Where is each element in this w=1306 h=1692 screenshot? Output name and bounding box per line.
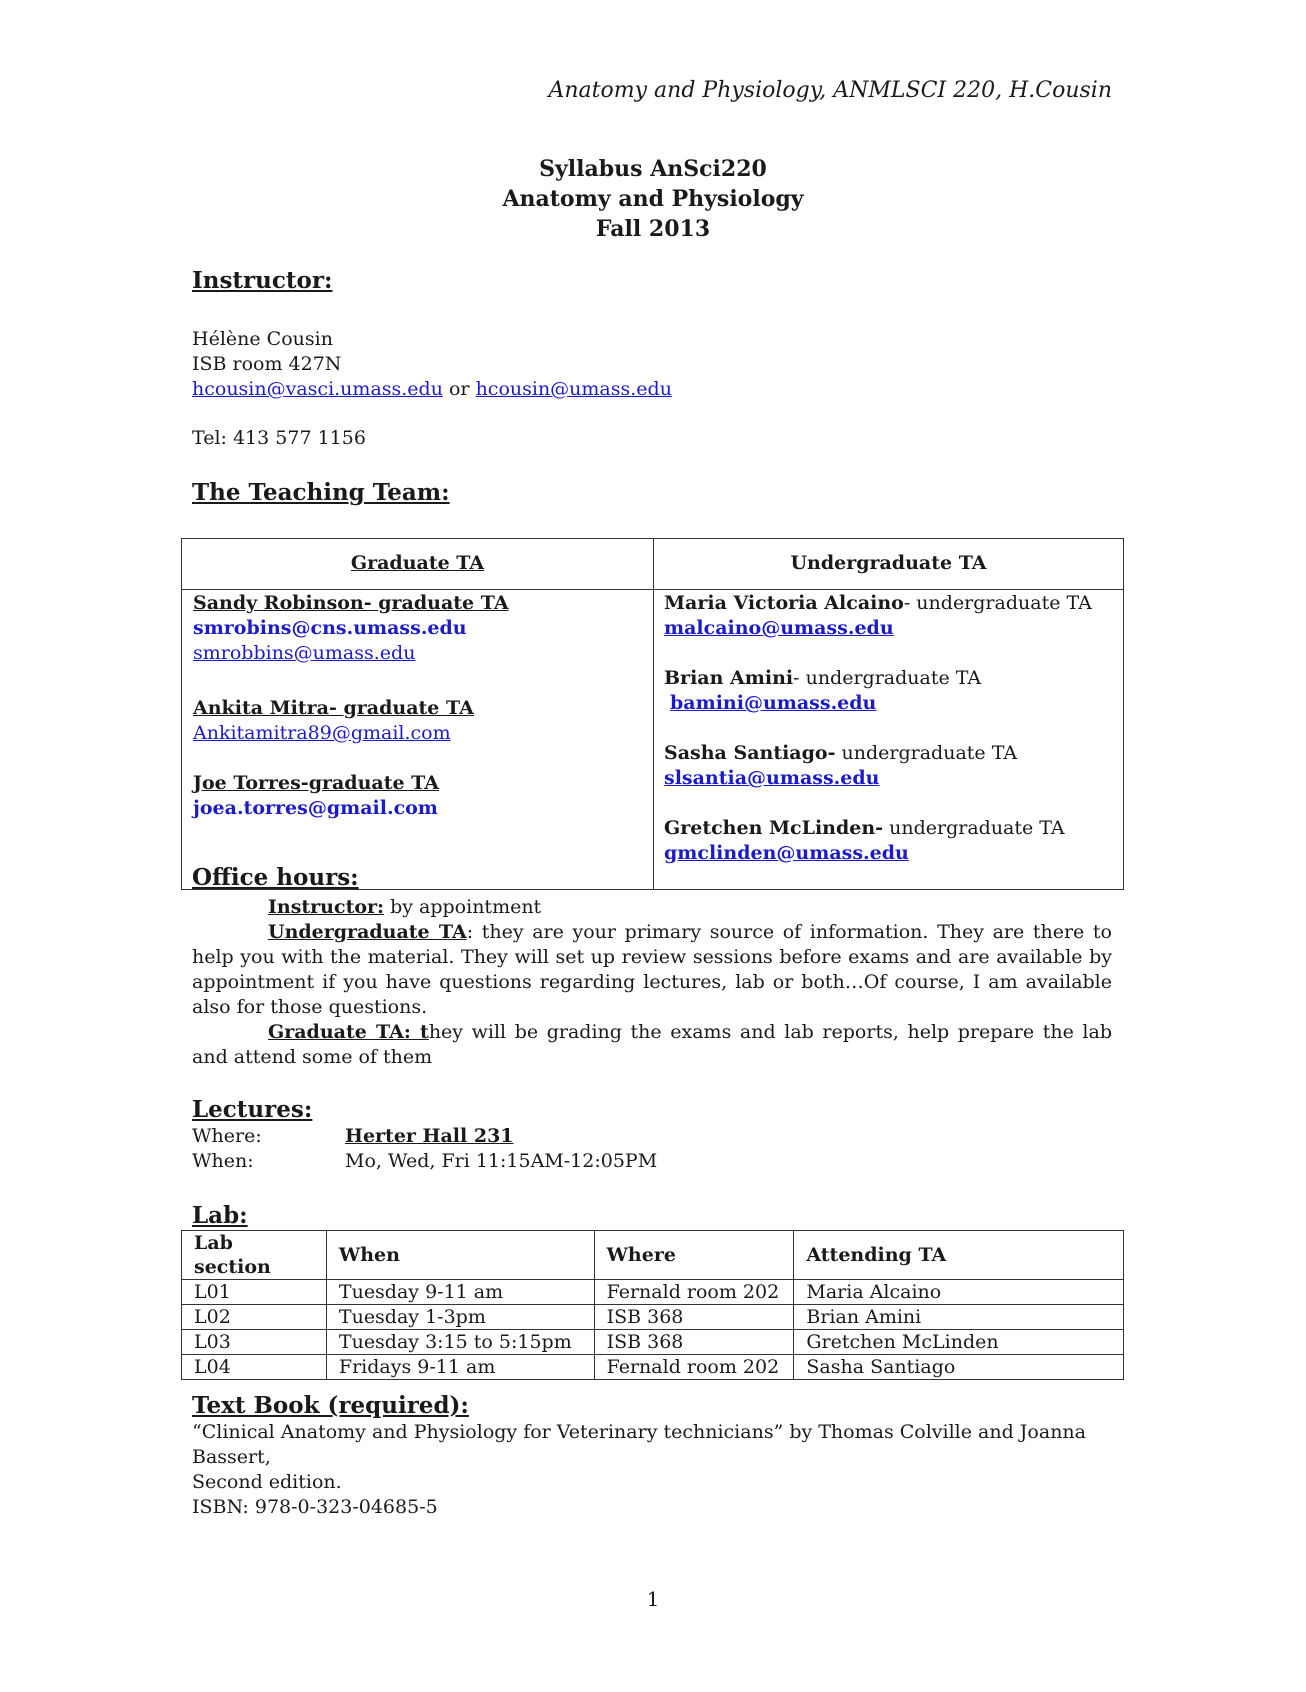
office-hours-body [192, 895, 1112, 1070]
lab-section-cell: L02 [182, 1305, 327, 1330]
lab-section-cell: L04 [182, 1355, 327, 1380]
undergraduate-ta-column [664, 591, 1114, 866]
undergrad-ta-entry: Sasha Santiago- undergraduate TA [664, 742, 1018, 764]
instructor-email-link-2[interactable]: hcousin@umass.edu [475, 378, 672, 400]
table-row [182, 1305, 1124, 1330]
document-title [0, 154, 1306, 244]
textbook-citation: “Clinical Anatomy and Physiology for Veterinary technicians” by Thomas Colville and Joanna Bassert, [192, 1421, 1086, 1468]
textbook-edition: Second edition. [192, 1471, 342, 1493]
lab-column-header: Attending TA [794, 1231, 1124, 1280]
lectures-heading: Lectures: [192, 1096, 313, 1123]
undergrad-ta-email-link[interactable]: malcaino@umass.edu [664, 617, 894, 639]
office-hours-undergrad: Undergraduate TA: they are your primary source of information. They are there to help you with the material. They will set up review sessions before exams and are available by appointment if you have questions regarding lectures, lab or both…Of course, I am available also for those questions. [192, 921, 1112, 1018]
table-row [182, 1355, 1124, 1380]
graduate-ta-column [193, 591, 643, 821]
office-hours-grad: Graduate TA: they will be grading the exams and lab reports, help prepare the lab and attend some of them [192, 1021, 1112, 1068]
instructor-name: Hélène Cousin [192, 328, 333, 350]
lab-ta-cell: Sasha Santiago [794, 1355, 1124, 1380]
teaching-team-table [181, 538, 1124, 890]
lab-where-cell: Fernald room 202 [594, 1280, 794, 1305]
grad-ta-email-link[interactable]: Ankitamitra89@gmail.com [193, 722, 451, 744]
undergraduate-ta-header: Undergraduate TA [790, 552, 987, 574]
instructor-email-link-1[interactable]: hcousin@vasci.umass.edu [192, 378, 443, 400]
lab-where-cell: ISB 368 [594, 1305, 794, 1330]
lectures-where-label: Where: [192, 1125, 262, 1147]
lectures-when-value: Mo, Wed, Fri 11:15AM-12:05PM [345, 1150, 658, 1172]
lab-when-cell: Fridays 9-11 am [326, 1355, 594, 1380]
undergrad-ta-entry: Brian Amini- undergraduate TA [664, 667, 982, 689]
undergrad-ta-email-link[interactable]: slsantia@umass.edu [664, 767, 880, 789]
lab-when-cell: Tuesday 1-3pm [326, 1305, 594, 1330]
grad-ta-name: Joe Torres-graduate TA [193, 772, 440, 794]
table-divider-horizontal [182, 589, 1123, 590]
instructor-emails [192, 377, 672, 402]
lab-column-header: Where [594, 1231, 794, 1280]
lab-when-cell: Tuesday 9-11 am [326, 1280, 594, 1305]
instructor-block [192, 327, 672, 402]
office-hours-heading: Office hours: [192, 864, 359, 891]
instructor-tel: Tel: 413 577 1156 [192, 427, 366, 449]
undergrad-ta-entry: Gretchen McLinden- undergraduate TA [664, 817, 1065, 839]
instructor-room: ISB room 427N [192, 353, 342, 375]
instructor-heading: Instructor: [192, 267, 333, 294]
lab-where-cell: ISB 368 [594, 1330, 794, 1355]
lab-column-header: Lab section [182, 1231, 327, 1280]
title-line-2: Anatomy and Physiology [502, 186, 804, 212]
lab-section-cell: L03 [182, 1330, 327, 1355]
lab-section-cell: L01 [182, 1280, 327, 1305]
lab-table [181, 1230, 1124, 1380]
undergrad-ta-entry: Maria Victoria Alcaino- undergraduate TA [664, 592, 1092, 614]
table-divider-vertical [653, 539, 654, 889]
textbook-isbn: ISBN: 978-0-323-04685-5 [192, 1496, 438, 1518]
textbook-heading: Text Book (required): [192, 1392, 469, 1419]
teaching-team-heading: The Teaching Team: [192, 479, 450, 506]
lab-where-cell: Fernald room 202 [594, 1355, 794, 1380]
email-separator: or [442, 378, 476, 400]
lectures-where-value: Herter Hall 231 [345, 1125, 514, 1147]
grad-ta-email-link[interactable]: smrobins@cns.umass.edu [193, 617, 467, 639]
page-number: 1 [646, 1587, 660, 1611]
graduate-ta-header: Graduate TA [350, 552, 485, 574]
grad-ta-email-link[interactable]: joea.torres@gmail.com [193, 797, 438, 819]
lab-ta-cell: Maria Alcaino [794, 1280, 1124, 1305]
lab-column-header: When [326, 1231, 594, 1280]
table-row [182, 1280, 1124, 1305]
grad-ta-name: Ankita Mitra- graduate TA [193, 697, 474, 719]
textbook-body [192, 1420, 1112, 1520]
lab-ta-cell: Gretchen McLinden [794, 1330, 1124, 1355]
title-line-3: Fall 2013 [595, 216, 711, 242]
lab-heading: Lab: [192, 1202, 248, 1229]
table-row [182, 1330, 1124, 1355]
grad-ta-name: Sandy Robinson- graduate TA [193, 592, 509, 614]
undergrad-ta-email-link[interactable]: gmclinden@umass.edu [664, 842, 909, 864]
lab-when-cell: Tuesday 3:15 to 5:15pm [326, 1330, 594, 1355]
title-line-1: Syllabus AnSci220 [539, 156, 767, 182]
lab-ta-cell: Brian Amini [794, 1305, 1124, 1330]
running-header: Anatomy and Physiology, ANMLSCI 220, H.Cousin [548, 78, 1112, 103]
lab-table-header-row [182, 1231, 1124, 1280]
undergrad-ta-email-link[interactable]: bamini@umass.edu [670, 692, 877, 714]
grad-ta-email-link[interactable]: smrobbins@umass.edu [193, 642, 416, 664]
office-hours-instructor: Instructor: by appointment [268, 896, 542, 918]
lectures-when-label: When: [192, 1150, 254, 1172]
